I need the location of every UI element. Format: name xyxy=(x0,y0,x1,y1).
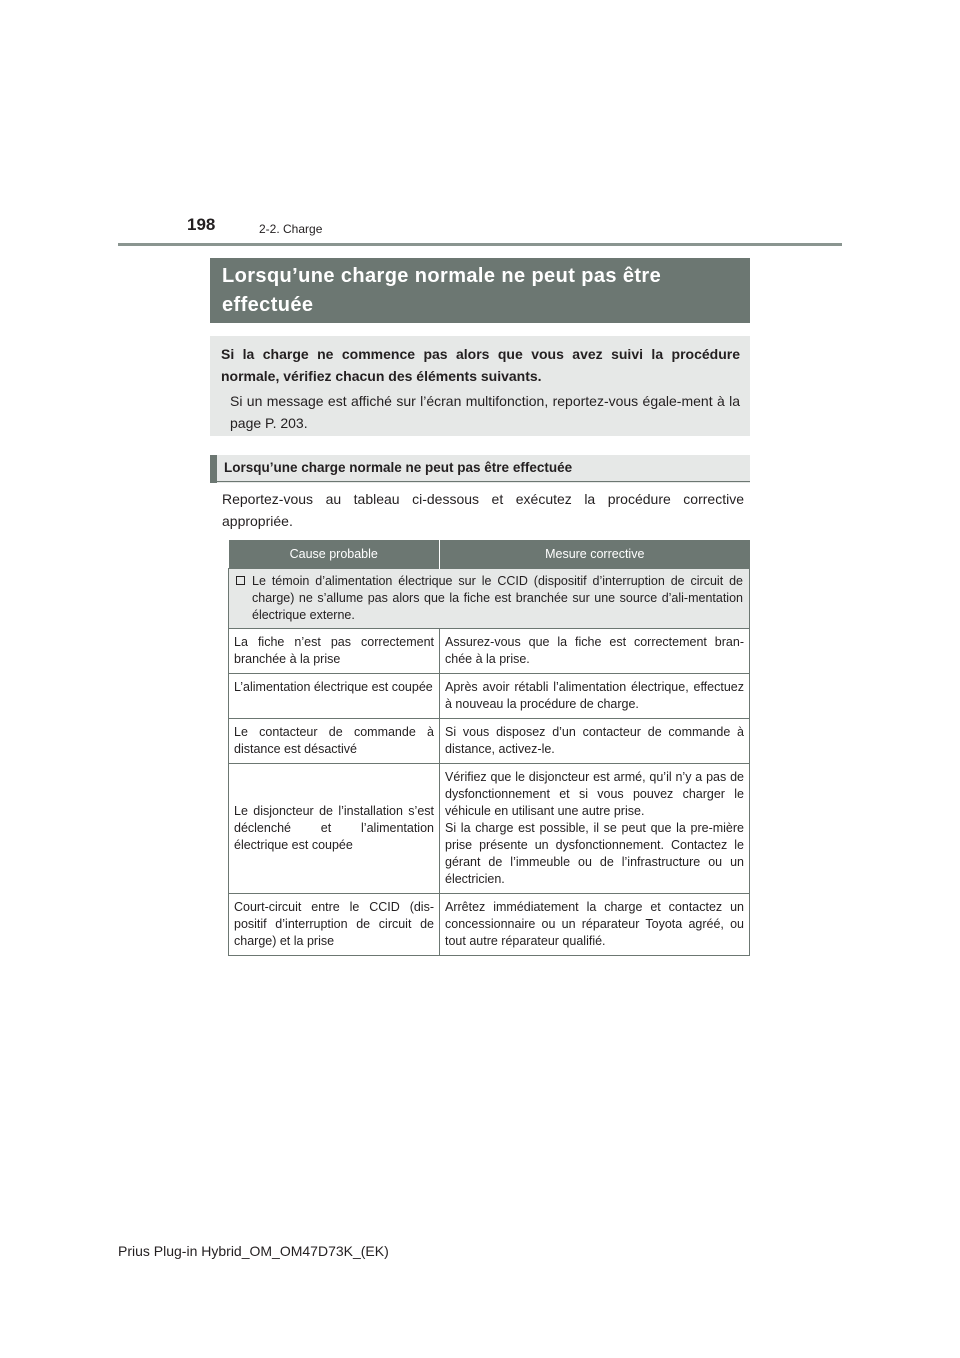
info-box-instruction: Si la charge ne commence pas alors que vous avez suivi la procédure normale, vérifiez chacun des éléments suivants. xyxy=(221,346,740,384)
table-row xyxy=(229,629,750,674)
cause-cell: L’alimentation électrique est coupée xyxy=(229,674,440,719)
measure-cell: Après avoir rétabli l’alimentation électrique, effectuez à nouveau la procédure de charge. xyxy=(440,674,750,719)
table-row xyxy=(229,894,750,956)
measure-text: Vérifiez que le disjoncteur est armé, qu’il n’y a pas de dysfonctionnement et si vous pouvez charger le véhicule en utilisant une autre prise. xyxy=(445,770,744,818)
cause-cell: Court-circuit entre le CCID (dis-positif d’interruption de circuit de charge) et la prise xyxy=(229,894,440,956)
column-header-cause: Cause probable xyxy=(229,540,440,569)
cause-cell: Le disjoncteur de l’installation s’est déclenché et l’alimentation électrique est coupée xyxy=(229,764,440,894)
measure-cell: Si vous disposez d’un contacteur de commande à distance, activez-le. xyxy=(440,719,750,764)
group-label: Le témoin d’alimentation électrique sur le CCID (dispositif d’interruption de circuit de charge) ne s’allume pas alors que la fiche est branchée sur une source d’ali-mentation électrique externe. xyxy=(252,574,743,622)
table-group-row xyxy=(229,569,750,629)
table-row xyxy=(229,674,750,719)
measure-cell: Arrêtez immédiatement la charge et contactez un concessionnaire ou un réparateur Toyota agréé, ou tout autre réparateur qualifié. xyxy=(440,894,750,956)
table-row xyxy=(229,764,750,894)
info-box xyxy=(210,336,750,436)
section-title: Lorsqu’une charge normale ne peut pas être effectuée xyxy=(210,258,750,323)
header-divider xyxy=(118,243,842,246)
page-number: 198 xyxy=(187,215,216,234)
table-row xyxy=(229,719,750,764)
section-reference: 2-2. Charge xyxy=(259,222,323,236)
troubleshooting-table xyxy=(228,540,750,956)
subheading: Lorsqu’une charge normale ne peut pas être effectuée xyxy=(210,455,750,483)
document-footer: Prius Plug-in Hybrid_OM_OM47D73K_(EK) xyxy=(118,1243,389,1259)
measure-cell: Assurez-vous que la fiche est correctement bran-chée à la prise. xyxy=(440,629,750,674)
checkbox-icon xyxy=(236,576,245,585)
cause-cell: Le contacteur de commande à distance est désactivé xyxy=(229,719,440,764)
cause-cell: La fiche n’est pas correctement branchée à la prise xyxy=(229,629,440,674)
intro-paragraph: Reportez-vous au tableau ci-dessous et exécutez la procédure corrective appropriée. xyxy=(222,491,744,529)
column-header-measure: Mesure corrective xyxy=(440,540,750,569)
subheading-underline xyxy=(210,481,750,482)
measure-cell xyxy=(440,764,750,894)
info-box-note: Si un message est affiché sur l’écran multifonction, reportez-vous égale-ment à la page P. 203. xyxy=(230,393,740,431)
measure-text-2: Si la charge est possible, il se peut que la pre-mière prise présente un dysfonctionnement. Contactez le gérant de l’immeuble ou de l’infrastructure ou un électricien. xyxy=(445,821,744,886)
table-header-row xyxy=(229,540,750,569)
